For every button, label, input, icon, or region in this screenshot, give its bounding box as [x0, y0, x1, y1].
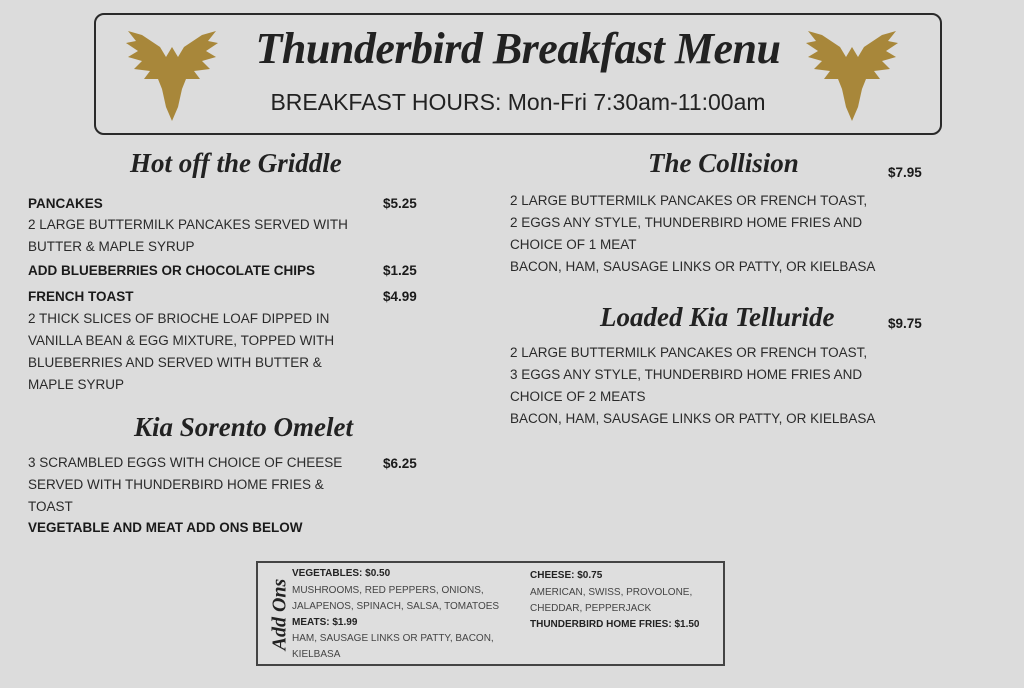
- desc-line: AMERICAN, SWISS, PROVOLONE,: [530, 587, 693, 598]
- section-heading-telluride: Loaded Kia Telluride: [600, 302, 835, 332]
- addon-vegetables-desc: [292, 583, 499, 615]
- item-price-omelet: $6.25: [383, 456, 417, 471]
- add-ons-heading: Add Ons: [268, 578, 291, 651]
- item-price-telluride: $9.75: [888, 316, 922, 331]
- item-price-addon: $1.25: [383, 263, 417, 278]
- section-heading-griddle: Hot off the Griddle: [130, 148, 342, 178]
- item-desc-telluride: [510, 342, 875, 430]
- menu-title: Thunderbird Breakfast Menu: [255, 24, 781, 73]
- addon-vegetables: VEGETABLES: $0.50: [292, 568, 391, 579]
- desc-line: 3 EGGS ANY STYLE, THUNDERBIRD HOME FRIES AND: [510, 367, 863, 382]
- item-desc-omelet: [28, 452, 342, 518]
- item-price-french-toast: $4.99: [383, 289, 417, 304]
- addon-home-fries: THUNDERBIRD HOME FRIES: $1.50: [530, 619, 700, 630]
- desc-line: 2 LARGE BUTTERMILK PANCAKES SERVED WITH: [28, 217, 348, 232]
- addon-meats-desc: [292, 631, 494, 663]
- item-desc-french-toast: [28, 308, 334, 396]
- menu-header: [94, 13, 942, 135]
- desc-line: 3 SCRAMBLED EGGS WITH CHOICE OF CHEESE: [28, 455, 343, 470]
- desc-line: 2 EGGS ANY STYLE, THUNDERBIRD HOME FRIES AND: [510, 215, 863, 230]
- desc-line: TOAST: [28, 499, 73, 514]
- desc-line: CHOICE OF 2 MEATS: [510, 389, 646, 404]
- desc-line: 2 LARGE BUTTERMILK PANCAKES OR FRENCH TOAST,: [510, 193, 868, 208]
- addon-cheese-desc: [530, 585, 692, 617]
- desc-line: JALAPENOS, SPINACH, SALSA, TOMATOES: [292, 601, 500, 612]
- item-desc-collision: [510, 190, 875, 278]
- item-price-pancakes: $5.25: [383, 196, 417, 211]
- desc-line: 2 THICK SLICES OF BRIOCHE LOAF DIPPED IN: [28, 311, 330, 326]
- desc-line: BACON, HAM, SAUSAGE LINKS OR PATTY, OR KIELBASA: [510, 259, 876, 274]
- item-desc-pancakes: [28, 214, 348, 258]
- desc-line: VANILLA BEAN & EGG MIXTURE, TOPPED WITH: [28, 333, 335, 348]
- add-ons-box: [256, 561, 725, 666]
- desc-line: SERVED WITH THUNDERBIRD HOME FRIES &: [28, 477, 324, 492]
- addon-cheese: CHEESE: $0.75: [530, 570, 603, 581]
- breakfast-hours: BREAKFAST HOURS: Mon-Fri 7:30am-11:00am: [270, 89, 766, 115]
- desc-line: CHEDDAR, PEPPERJACK: [530, 603, 652, 614]
- desc-line: CHOICE OF 1 MEAT: [510, 237, 637, 252]
- item-name-addon: ADD BLUEBERRIES OR CHOCOLATE CHIPS: [28, 263, 316, 278]
- item-price-collision: $7.95: [888, 165, 922, 180]
- desc-line: BUTTER & MAPLE SYRUP: [28, 239, 195, 254]
- desc-line: BLUEBERRIES AND SERVED WITH BUTTER &: [28, 355, 322, 370]
- section-heading-collision: The Collision: [648, 148, 799, 178]
- item-name-french-toast: FRENCH TOAST: [28, 289, 134, 304]
- item-name-pancakes: PANCAKES: [28, 196, 103, 211]
- section-heading-omelet: Kia Sorento Omelet: [134, 412, 354, 442]
- omelet-addon-note: VEGETABLE AND MEAT ADD ONS BELOW: [28, 520, 303, 535]
- desc-line: KIELBASA: [292, 649, 341, 660]
- desc-line: 2 LARGE BUTTERMILK PANCAKES OR FRENCH TOAST,: [510, 345, 868, 360]
- desc-line: MUSHROOMS, RED PEPPERS, ONIONS,: [292, 585, 484, 596]
- addon-meats: MEATS: $1.99: [292, 617, 358, 628]
- desc-line: BACON, HAM, SAUSAGE LINKS OR PATTY, OR KIELBASA: [510, 411, 876, 426]
- desc-line: MAPLE SYRUP: [28, 377, 125, 392]
- desc-line: HAM, SAUSAGE LINKS OR PATTY, BACON,: [292, 633, 494, 644]
